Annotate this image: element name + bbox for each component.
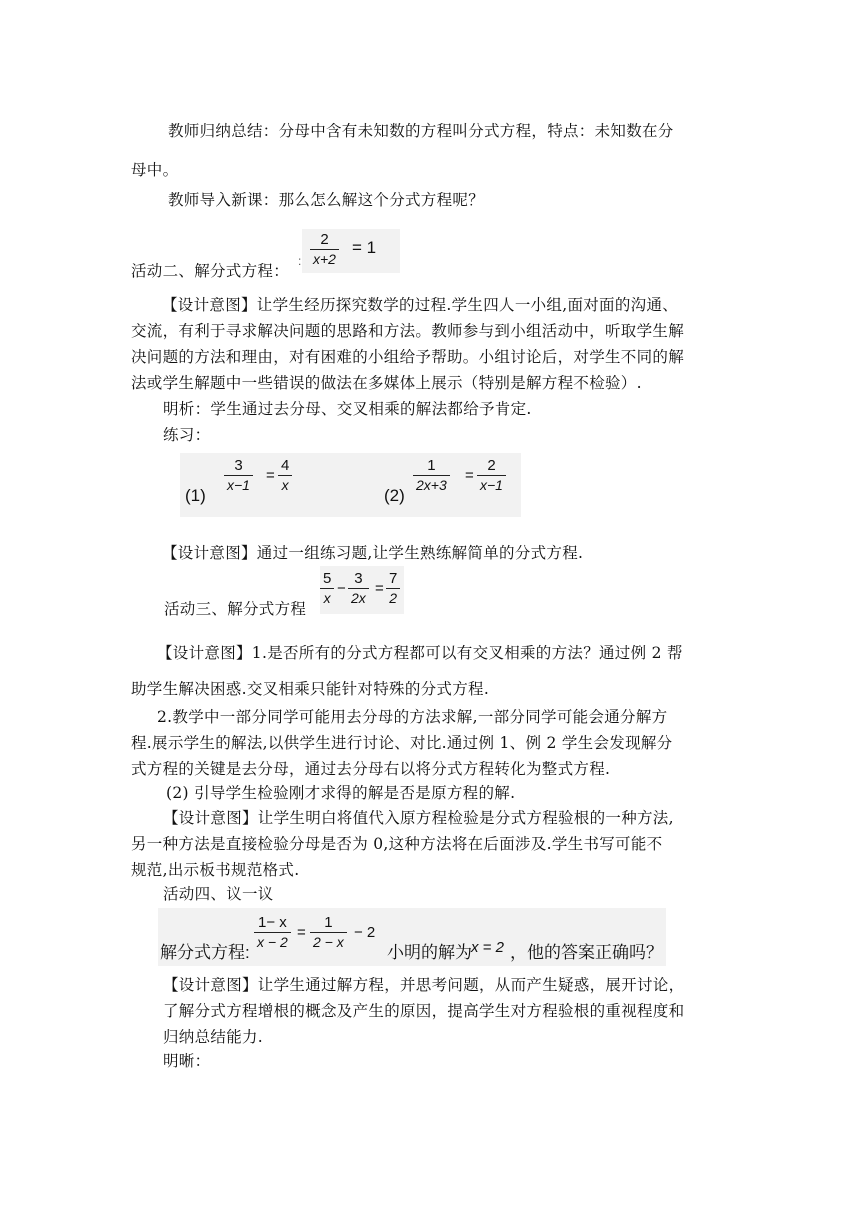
- formula-activity-2: [298, 229, 400, 273]
- formula-prefix: 解分式方程:: [160, 943, 250, 962]
- fraction-3-over-x-minus-1: $\frac{3}{x-1}$: [224, 457, 253, 494]
- formula-rhs: = 1: [352, 238, 377, 257]
- design-intent-5-line-1: 【设计意图】让学生通过解方程，并思考问题，从而产生疑惑，展开讨论，: [163, 976, 685, 994]
- fraction-1-over-2-minus-x: $\frac{1}{2 - x}$: [310, 914, 347, 951]
- formula-colon: :: [298, 254, 302, 268]
- exercise-2-label: (2): [384, 486, 405, 505]
- solution-value: x = 2: [471, 939, 504, 956]
- design-intent-3-line-6: (2) 引导学生检验刚才求得的解是否是原方程的解.: [166, 784, 516, 802]
- equals-sign: =: [375, 580, 384, 597]
- fraction-3-over-2x: $\frac{3}{2x}$: [348, 570, 369, 607]
- equals-sign: =: [297, 924, 306, 941]
- fraction-2-over-x-minus-1: $\frac{2}{x-1}$: [477, 457, 506, 494]
- formula-activity-4: [158, 908, 666, 966]
- activity-2-label: 活动二、解分式方程：: [131, 262, 290, 280]
- design-intent-1-line-2: 交流，有利于寻求解决问题的思路和方法。教师参与到小组活动中，听取学生解: [131, 322, 685, 340]
- design-intent-1-line-4: 法或学生解题中一些错误的做法在多媒体上展示（特别是解方程不检验）.: [131, 374, 642, 392]
- design-intent-4-line-1: 【设计意图】让学生明白将值代入原方程检验是分式方程验根的一种方法,: [163, 809, 674, 827]
- summary-line-2: 母中。: [131, 161, 179, 179]
- minus-two: − 2: [354, 924, 376, 941]
- question-suffix: ，他的答案正确吗？: [510, 943, 663, 962]
- design-intent-3-line-5: 式方程的关键是去分母，通过去分母右以将分式方程转化为整式方程.: [131, 760, 611, 778]
- design-intent-1-line-1: 【设计意图】让学生经历探究数学的过程.学生四人一小组,面对面的沟通、: [162, 296, 679, 314]
- minus-sign: −: [337, 580, 346, 597]
- activity-4-label: 活动四、议一议: [163, 885, 274, 903]
- fraction-1-minus-x-over-x-minus-2: $\frac{1- x}{x - 2}$: [254, 914, 291, 951]
- design-intent-5-line-2: 了解分式方程增根的概念及产生的原因，提高学生对方程验根的重视程度和: [163, 1002, 685, 1020]
- clarification-1: 明析：学生通过去分母、交叉相乘的解法都给予肯定.: [163, 400, 532, 418]
- design-intent-1-line-3: 决问题的方法和理由，对有困难的小组给予帮助。小组讨论后，对学生不同的解: [131, 348, 685, 366]
- xiaoming-solution-label: 小明的解为: [387, 943, 472, 962]
- practice-label: 练习：: [163, 426, 211, 444]
- design-intent-2: 【设计意图】通过一组练习题,让学生熟练解简单的分式方程.: [162, 544, 584, 562]
- fraction-7-over-2: $\frac{7}{2}$: [386, 570, 400, 607]
- activity-3-label: 活动三、解分式方程: [164, 600, 307, 618]
- fraction-5-over-x: $\frac{5}{x}$: [320, 570, 334, 607]
- fraction-4-over-x: $\frac{4}{x}$: [278, 457, 292, 494]
- fraction-1-over-2x-plus-3: $\frac{1}{2x+3}$: [413, 457, 450, 494]
- design-intent-4-line-3: 规范,出示板书规范格式.: [131, 861, 300, 879]
- fraction-2-over-x-plus-2: $\frac{2}{x+2}$: [310, 231, 339, 268]
- equals-sign: =: [465, 467, 474, 484]
- formula-activity-3: [320, 566, 404, 614]
- exercise-1-label: (1): [185, 486, 206, 505]
- intro-line: 教师导入新课：那么怎么解这个分式方程呢？: [168, 191, 485, 209]
- practice-exercises: [180, 453, 521, 517]
- design-intent-3-line-4: 程.展示学生的解法,以供学生进行讨论、对比.通过例 1、例 2 学生会发现解分: [131, 734, 673, 752]
- design-intent-4-line-2: 另一种方法是直接检验分母是否为 0,这种方法将在后面涉及.学生书写可能不: [131, 835, 663, 853]
- design-intent-3-line-1: 【设计意图】1.是否所有的分式方程都可以有交叉相乘的方法？通过例 2 帮: [157, 644, 683, 662]
- clarification-2: 明晰：: [163, 1052, 211, 1070]
- summary-line-1: 教师归纳总结：分母中含有未知数的方程叫分式方程，特点：未知数在分: [168, 122, 674, 140]
- design-intent-3-line-2: 助学生解决困惑.交叉相乘只能针对特殊的分式方程.: [131, 680, 490, 698]
- equals-sign: =: [266, 467, 275, 484]
- design-intent-3-line-3: 2.教学中一部分同学可能用去分母的方法求解,一部分同学可能会通分解方: [157, 708, 668, 726]
- design-intent-5-line-3: 归纳总结能力.: [163, 1028, 264, 1046]
